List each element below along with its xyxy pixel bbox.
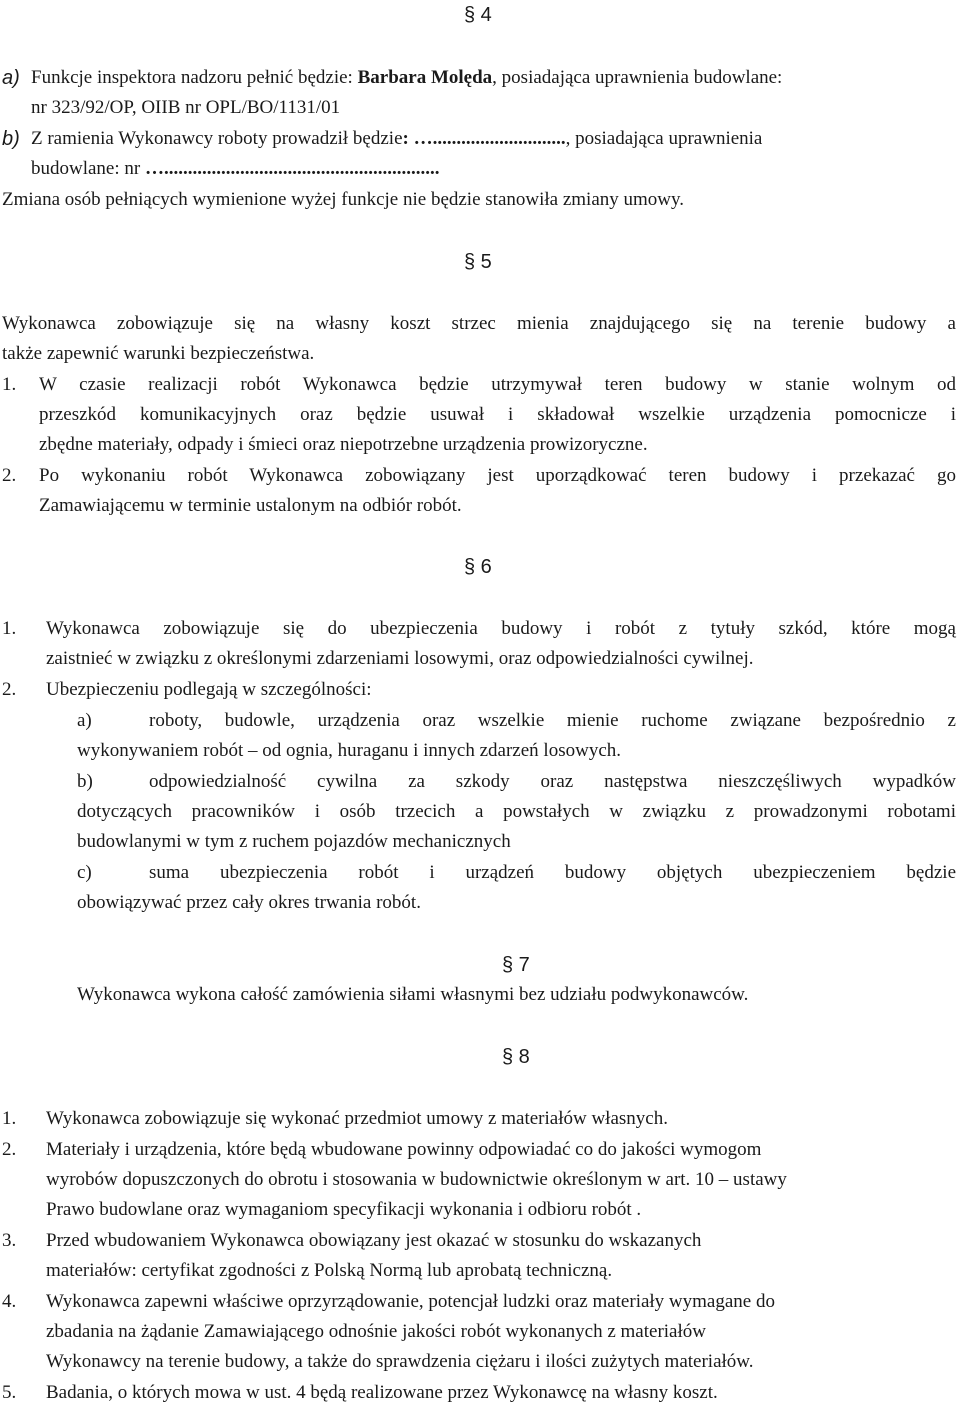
section-5-intro-line-1: Wykonawca zobowiązuje się na własny koszt strzec mienia znajdującego się na terenie budowy a <box>2 313 956 334</box>
section-4-note: Zmiana osób pełniących wymienione wyżej funkcje nie będzie stanowiła zmiany umowy. <box>2 189 685 210</box>
s6-sub-b-marker: b) <box>77 771 93 792</box>
s8-item-5-line-1: Badania, o których mowa w ust. 4 będą realizowane przez Wykonawcę na własny koszt. <box>46 1382 718 1403</box>
s6-item-2-line-1: Ubezpieczeniu podlegają w szczególności: <box>46 679 372 700</box>
item-a-line-1 <box>31 67 782 89</box>
s6-item-1-number: 1. <box>2 618 17 639</box>
item-b-dots-2: ….......................................................... <box>144 158 440 179</box>
item-b-text: Z ramienia Wykonawcy roboty prowadził będzie <box>31 128 403 149</box>
s5-item-2-number: 2. <box>2 465 17 486</box>
item-a-text-end: , posiadająca uprawnienia budowlane: <box>492 67 783 88</box>
section-5-heading: § 5 <box>464 251 492 273</box>
s5-item-2-line-1: Po wykonaniu robót Wykonawca zobowiązany jest uporządkować teren budowy i przekazać go <box>39 465 956 486</box>
s8-item-3-number: 3. <box>2 1230 17 1251</box>
section-5-intro-line-2: także zapewnić warunki bezpieczeństwa. <box>2 343 315 364</box>
section-8-heading: § 8 <box>502 1046 530 1068</box>
item-b-dots: : …............................ <box>402 128 566 149</box>
item-a-line-2: nr 323/92/OP, OIIB nr OPL/BO/1131/01 <box>31 97 341 118</box>
s5-item-1-line-3: zbędne materiały, odpady i śmieci oraz niepotrzebne urządzenia prowizoryczne. <box>39 434 648 455</box>
item-b-line-1 <box>31 128 762 150</box>
s6-item-1-line-2: zaistnieć w związku z określonymi zdarzeniami losowymi, oraz odpowiedzialności cywilnej. <box>46 648 754 669</box>
item-b-text-2: budowlane: nr <box>31 158 145 179</box>
s8-item-1-number: 1. <box>2 1108 17 1129</box>
s6-sub-c-line-2: obowiązywać przez cały okres trwania robót. <box>77 892 421 913</box>
s6-sub-b-line-2: dotyczących pracowników i osób trzecich a powstałych w związku z prowadzonymi robotami <box>77 801 956 822</box>
s8-item-4-number: 4. <box>2 1291 17 1312</box>
s8-item-4-line-3: Wykonawcy na terenie budowy, a także do sprawdzenia ciężaru i ilości zużytych materiałów. <box>46 1351 754 1372</box>
s8-item-3-line-2: materiałów: certyfikat zgodności z Polską Normą lub aprobatą techniczną. <box>46 1260 613 1281</box>
item-b-text-end: , posiadająca uprawnienia <box>565 128 763 149</box>
s8-item-2-line-1: Materiały i urządzenia, które będą wbudowane powinny odpowiadać co do jakości wymogom <box>46 1139 762 1160</box>
s8-item-5-number: 5. <box>2 1382 17 1403</box>
s8-item-1-line-1: Wykonawca zobowiązuje się wykonać przedmiot umowy z materiałów własnych. <box>46 1108 668 1129</box>
s6-item-1-line-1: Wykonawca zobowiązuje się do ubezpieczenia budowy i robót z tytuły szkód, które mogą <box>46 618 956 639</box>
item-a-text: Funkcje inspektora nadzoru pełnić będzie: <box>31 67 358 88</box>
section-7-heading: § 7 <box>502 954 530 976</box>
s5-item-1-number: 1. <box>2 374 17 395</box>
section-6-heading: § 6 <box>464 556 492 578</box>
section-4-heading: § 4 <box>464 4 492 26</box>
s6-sub-c-marker: c) <box>77 862 92 883</box>
s8-item-2-number: 2. <box>2 1139 17 1160</box>
item-b-marker: b) <box>2 128 20 150</box>
s8-item-2-line-2: wyrobów dopuszczonych do obrotu i stosowania w budownictwie określonym w art. 10 – ustawy <box>46 1169 787 1190</box>
s6-sub-a-line-1: roboty, budowle, urządzenia oraz wszelkie mienie ruchome związane bezpośrednio z <box>149 710 956 731</box>
s6-sub-c-line-1: suma ubezpieczenia robót i urządzeń budowy objętych ubezpieczeniem będzie <box>149 862 956 883</box>
s5-item-1-line-1: W czasie realizacji robót Wykonawca będzie utrzymywał teren budowy w stanie wolnym od <box>39 374 956 395</box>
s8-item-4-line-1: Wykonawca zapewni właściwe oprzyrządowanie, potencjał ludzki oraz materiały wymagane do <box>46 1291 775 1312</box>
inspector-name: Barbara Molęda <box>357 67 493 88</box>
s6-sub-b-line-1: odpowiedzialność cywilna za szkody oraz następstwa nieszczęśliwych wypadków <box>149 771 956 792</box>
s6-sub-b-line-3: budowlanymi w tym z ruchem pojazdów mechanicznych <box>77 831 511 852</box>
s8-item-2-line-3: Prawo budowlane oraz wymaganiom specyfikacji wykonania i odbioru robót . <box>46 1199 642 1220</box>
s8-item-3-line-1: Przed wbudowaniem Wykonawca obowiązany jest okazać w stosunku do wskazanych <box>46 1230 702 1251</box>
s5-item-2-line-2: Zamawiającemu w terminie ustalonym na odbiór robót. <box>39 495 462 516</box>
section-7-text: Wykonawca wykona całość zamówienia siłami własnymi bez udziału podwykonawców. <box>77 984 749 1005</box>
item-a-marker: a) <box>2 67 20 89</box>
s8-item-4-line-2: zbadania na żądanie Zamawiającego odnośnie jakości robót wykonanych z materiałów <box>46 1321 706 1342</box>
item-b-line-2 <box>31 158 439 180</box>
s6-sub-a-marker: a) <box>77 710 92 731</box>
s6-sub-a-line-2: wykonywaniem robót – od ognia, huraganu i innych zdarzeń losowych. <box>77 740 622 761</box>
s5-item-1-line-2: przeszkód komunikacyjnych oraz będzie usuwał i składował wszelkie urządzenia pomocnicze i <box>39 404 956 425</box>
s6-item-2-number: 2. <box>2 679 17 700</box>
